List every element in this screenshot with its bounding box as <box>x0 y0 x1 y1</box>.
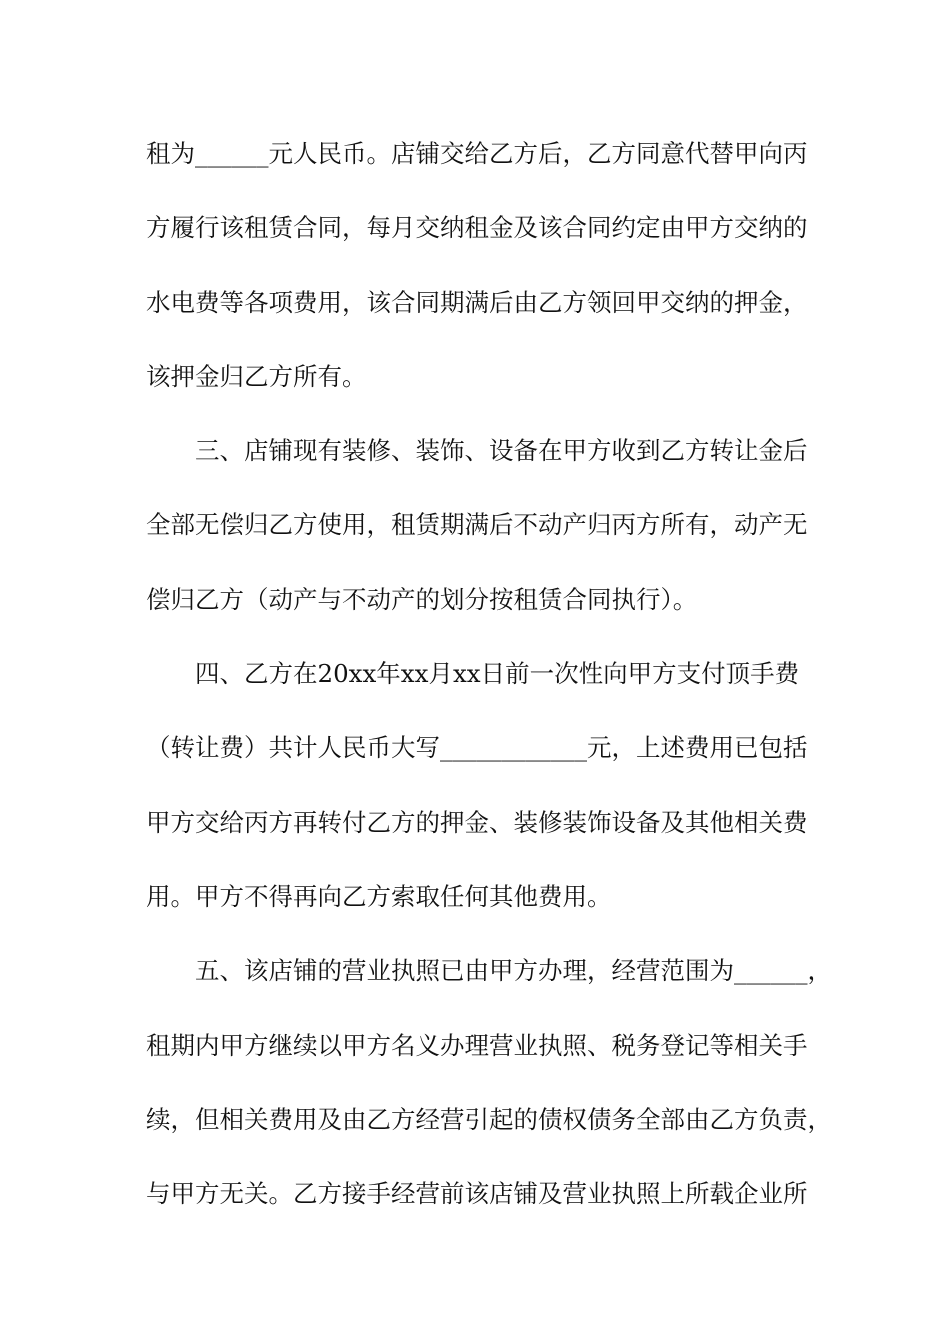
text-line: 该押金归乙方所有。 <box>146 361 367 391</box>
clause-5-first-line: 五、该店铺的营业执照已由甲方办理，经营范围为______， <box>195 956 832 986</box>
text-line: 与甲方无关。乙方接手经营前该店铺及营业执照上所载企业所 <box>146 1179 808 1209</box>
text-line: 甲方交给丙方再转付乙方的押金、装修装饰设备及其他相关费 <box>146 807 808 837</box>
text-line: （转让费）共计人民币大写____________元，上述费用已包括 <box>146 733 808 763</box>
contract-body <box>146 124 832 1238</box>
text-line: 续，但相关费用及由乙方经营引起的债权债务全部由乙方负责， <box>146 1104 832 1134</box>
text-line: 用。甲方不得再向乙方索取任何其他费用。 <box>146 881 612 911</box>
text-line: 全部无偿归乙方使用，租赁期满后不动产归丙方所有，动产无 <box>146 510 808 540</box>
text-line: 租为______元人民币。店铺交给乙方后，乙方同意代替甲向丙 <box>146 139 808 168</box>
text-line: 租期内甲方继续以甲方名义办理营业执照、税务登记等相关手 <box>146 1030 808 1060</box>
text-line: 水电费等各项费用，该合同期满后由乙方领回甲交纳的押金， <box>146 287 808 317</box>
text-line: 偿归乙方（动产与不动产的划分按租赁合同执行）。 <box>146 584 698 614</box>
text-line: 方履行该租赁合同，每月交纳租金及该合同约定由甲方交纳的 <box>146 213 808 243</box>
clause-3-first-line: 三、店铺现有装修、装饰、设备在甲方收到乙方转让金后 <box>195 436 808 466</box>
clause-4-first-line: 四、乙方在20xx年xx月xx日前一次性向甲方支付顶手费 <box>195 659 800 689</box>
